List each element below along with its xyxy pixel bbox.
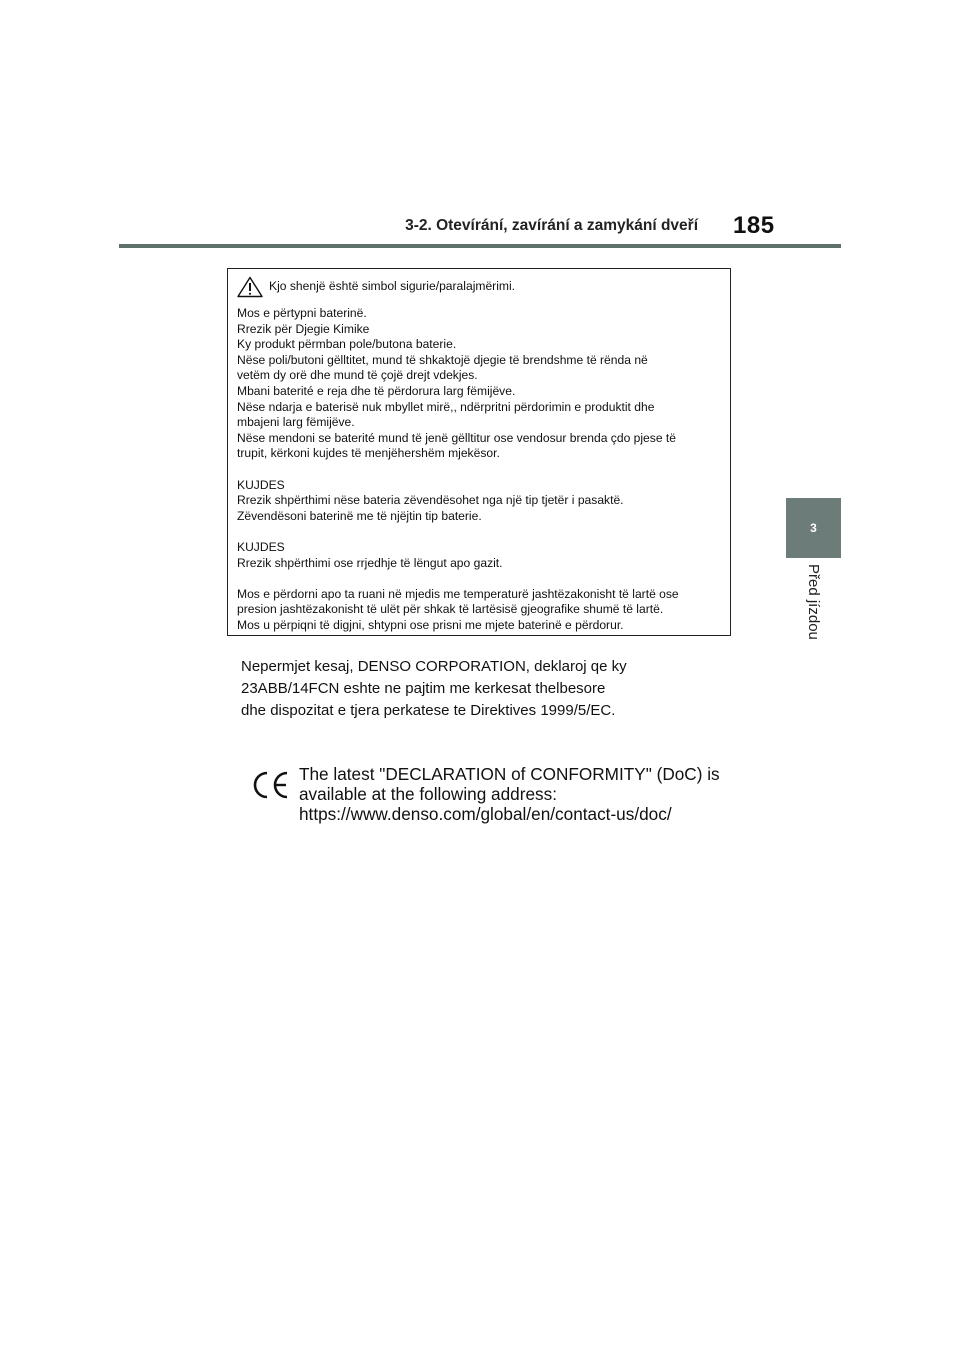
warning-triangle-icon (237, 276, 263, 298)
battery-warning-box (227, 268, 731, 636)
doc-notice-line: available at the following address: (299, 784, 557, 804)
declaration-line: Nepermjet kesaj, DENSO CORPORATION, deklaroj qe ky (241, 658, 627, 675)
warning-line: Mos e përdorni apo ta ruani në mjedis me temperaturë jashtëzakonisht të lartë ose (237, 586, 679, 601)
warning-block-environment (237, 587, 720, 634)
declaration-line: dhe dispozitat e tjera perkatese te Direktives 1999/5/EC. (241, 702, 616, 719)
warning-line: Rrezik shpërthimi ose rrjedhje të lëngut apo gazit. (237, 555, 503, 570)
warning-line: vetëm dy orë dhe mund të çojë drejt vdekjes. (237, 368, 478, 383)
ce-mark-icon (251, 770, 291, 800)
chapter-number: 3 (810, 521, 817, 535)
warning-line: trupit, kërkoni kujdes të menjëhershëm mjekësor. (237, 446, 500, 461)
warning-block-replacement (237, 478, 720, 525)
warning-line: Ky produkt përmban pole/butona baterie. (237, 337, 457, 352)
doc-url[interactable]: https://www.denso.com/global/en/contact-us/doc/ (299, 804, 672, 824)
warning-line: Mos e përtypni baterinë. (237, 306, 367, 320)
chapter-label: Před jízdou (805, 564, 822, 640)
warning-line: presion jashtëzakonisht të ulët për shkak të lartësisë gjeografike shumë të lartë. (237, 602, 664, 617)
warning-line: KUJDES (237, 477, 285, 492)
page-number: 185 (733, 212, 775, 239)
warning-block-ingestion (237, 306, 720, 462)
warning-line: Nëse mendoni se baterité mund të jenë gëlltitur ose vendosur brenda çdo pjese të (237, 430, 677, 445)
warning-line: Nëse poli/butoni gëlltitet, mund të shkaktojë djegie të brendshme të rënda në (237, 352, 648, 367)
doc-notice (299, 764, 739, 824)
declaration-line: 23ABB/14FCN eshte ne pajtim me kerkesat thelbesore (241, 680, 606, 697)
warning-heading: Kjo shenjë është simbol sigurie/paralajmërimi. (269, 279, 516, 294)
warning-line: Rrezik shpërthimi nëse bateria zëvendësohet nga një tip tjetër i pasaktë. (237, 493, 624, 508)
warning-line: Nëse ndarja e baterisë nuk mbyllet mirë,, ndërpritni përdorimin e produktit dhe (237, 399, 655, 414)
warning-line: Zëvendësoni baterinë me të njëjtin tip baterie. (237, 508, 482, 523)
declaration-text (241, 656, 701, 722)
warning-line: mbajeni larg fëmijëve. (237, 415, 355, 430)
warning-line: Rrezik për Djegie Kimike (237, 321, 370, 336)
warning-line: KUJDES (237, 539, 285, 554)
warning-line: Mbani baterité e reja dhe të përdorura larg fëmijëve. (237, 383, 516, 398)
warning-heading-row (237, 276, 720, 298)
warning-block-leak (237, 540, 720, 571)
header-rule (119, 244, 841, 248)
chapter-label-container (786, 564, 841, 664)
warning-line: Mos u përpiqni të digjni, shtypni ose prisni me mjete baterinë e përdorur. (237, 617, 624, 632)
section-title: 3-2. Otevírání, zavírání a zamykání dveří (405, 217, 698, 234)
chapter-tab[interactable] (786, 498, 841, 558)
doc-notice-line: The latest "DECLARATION of CONFORMITY" (DoC) is (299, 764, 720, 784)
